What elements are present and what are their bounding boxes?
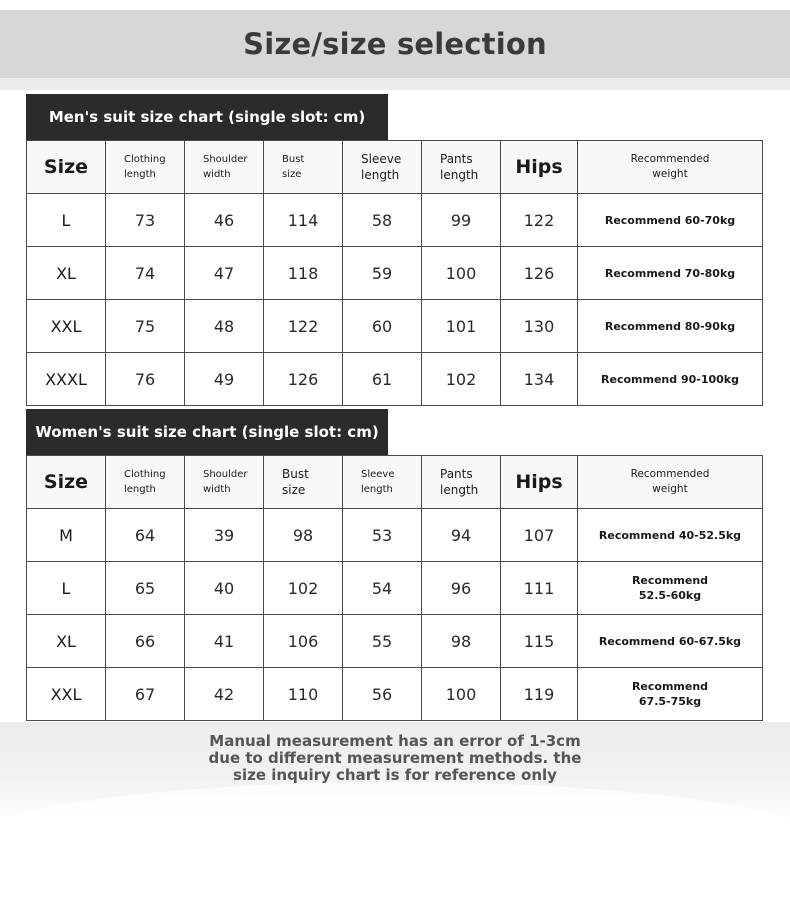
cell-size: XL	[27, 615, 106, 668]
table-row	[27, 300, 763, 353]
cell-pants-length: 94	[422, 509, 501, 562]
cell-recommended-weight: Recommend 90-100kg	[578, 353, 763, 406]
cell-clothing-length: 65	[106, 562, 185, 615]
cell-size: XXL	[27, 300, 106, 353]
cell-size: XXL	[27, 668, 106, 721]
cell-bust-size: 106	[264, 615, 343, 668]
cell-shoulder-width: 42	[185, 668, 264, 721]
header-hips: Hips	[501, 456, 578, 509]
header-recommended-weight: Recommended weight	[578, 456, 763, 509]
header-bust-size: Bust size	[264, 456, 343, 509]
cell-sleeve-length: 60	[343, 300, 422, 353]
header-recommended-weight: Recommended weight	[578, 141, 763, 194]
cell-sleeve-length: 55	[343, 615, 422, 668]
cell-hips: 115	[501, 615, 578, 668]
cell-bust-size: 98	[264, 509, 343, 562]
cell-clothing-length: 76	[106, 353, 185, 406]
note-line: due to different measurement methods. the	[208, 749, 582, 767]
table-row	[27, 562, 763, 615]
page-title: Size/size selection	[243, 27, 547, 61]
cell-recommended-weight: Recommend 70-80kg	[578, 247, 763, 300]
note-line: size inquiry chart is for reference only	[233, 766, 557, 784]
cell-recommended-weight: Recommend 60-67.5kg	[578, 615, 763, 668]
cell-pants-length: 102	[422, 353, 501, 406]
cell-hips: 126	[501, 247, 578, 300]
cell-shoulder-width: 40	[185, 562, 264, 615]
title-banner	[0, 10, 790, 78]
cell-sleeve-length: 61	[343, 353, 422, 406]
cell-shoulder-width: 41	[185, 615, 264, 668]
cell-pants-length: 100	[422, 668, 501, 721]
cell-sleeve-length: 53	[343, 509, 422, 562]
cell-shoulder-width: 39	[185, 509, 264, 562]
cell-hips: 134	[501, 353, 578, 406]
cell-shoulder-width: 48	[185, 300, 264, 353]
divider-strip	[0, 78, 790, 90]
cell-recommended-weight: Recommend 67.5-75kg	[578, 668, 763, 721]
header-shoulder-width: Shoulder width	[185, 141, 264, 194]
header-hips: Hips	[501, 141, 578, 194]
cell-sleeve-length: 54	[343, 562, 422, 615]
measurement-note	[0, 733, 790, 784]
cell-pants-length: 99	[422, 194, 501, 247]
cell-hips: 107	[501, 509, 578, 562]
cell-hips: 119	[501, 668, 578, 721]
men-size-table	[26, 140, 763, 406]
cell-pants-length: 101	[422, 300, 501, 353]
cell-bust-size: 110	[264, 668, 343, 721]
cell-hips: 122	[501, 194, 578, 247]
table-header-row	[27, 141, 763, 194]
cell-bust-size: 114	[264, 194, 343, 247]
header-sleeve-length: Sleeve length	[343, 456, 422, 509]
note-line: Manual measurement has an error of 1-3cm	[209, 732, 581, 750]
cell-size: L	[27, 194, 106, 247]
table-row	[27, 668, 763, 721]
header-size: Size	[27, 141, 106, 194]
header-shoulder-width: Shoulder width	[185, 456, 264, 509]
table-header-row	[27, 456, 763, 509]
cell-clothing-length: 64	[106, 509, 185, 562]
header-sleeve-length: Sleeve length	[343, 141, 422, 194]
cell-size: L	[27, 562, 106, 615]
cell-shoulder-width: 46	[185, 194, 264, 247]
footer-curve-decoration	[0, 782, 790, 922]
cell-shoulder-width: 47	[185, 247, 264, 300]
cell-recommended-weight: Recommend 52.5-60kg	[578, 562, 763, 615]
table-row	[27, 615, 763, 668]
cell-bust-size: 102	[264, 562, 343, 615]
cell-size: XXXL	[27, 353, 106, 406]
cell-clothing-length: 75	[106, 300, 185, 353]
cell-bust-size: 118	[264, 247, 343, 300]
cell-hips: 111	[501, 562, 578, 615]
women-section-heading: Women's suit size chart (single slot: cm)	[26, 409, 388, 455]
table-row	[27, 509, 763, 562]
header-bust-size: Bust size	[264, 141, 343, 194]
men-section-heading: Men's suit size chart (single slot: cm)	[26, 94, 388, 140]
cell-hips: 130	[501, 300, 578, 353]
cell-clothing-length: 67	[106, 668, 185, 721]
cell-bust-size: 126	[264, 353, 343, 406]
table-row	[27, 247, 763, 300]
header-clothing-length: Clothing length	[106, 141, 185, 194]
cell-recommended-weight: Recommend 60-70kg	[578, 194, 763, 247]
header-size: Size	[27, 456, 106, 509]
header-pants-length: Pants length	[422, 141, 501, 194]
cell-sleeve-length: 58	[343, 194, 422, 247]
cell-clothing-length: 73	[106, 194, 185, 247]
header-pants-length: Pants length	[422, 456, 501, 509]
table-row	[27, 353, 763, 406]
cell-clothing-length: 74	[106, 247, 185, 300]
cell-pants-length: 100	[422, 247, 501, 300]
cell-size: M	[27, 509, 106, 562]
cell-sleeve-length: 56	[343, 668, 422, 721]
cell-bust-size: 122	[264, 300, 343, 353]
cell-clothing-length: 66	[106, 615, 185, 668]
cell-recommended-weight: Recommend 40-52.5kg	[578, 509, 763, 562]
cell-pants-length: 98	[422, 615, 501, 668]
cell-sleeve-length: 59	[343, 247, 422, 300]
cell-pants-length: 96	[422, 562, 501, 615]
cell-shoulder-width: 49	[185, 353, 264, 406]
header-clothing-length: Clothing length	[106, 456, 185, 509]
cell-recommended-weight: Recommend 80-90kg	[578, 300, 763, 353]
table-row	[27, 194, 763, 247]
women-size-table	[26, 455, 763, 721]
cell-size: XL	[27, 247, 106, 300]
